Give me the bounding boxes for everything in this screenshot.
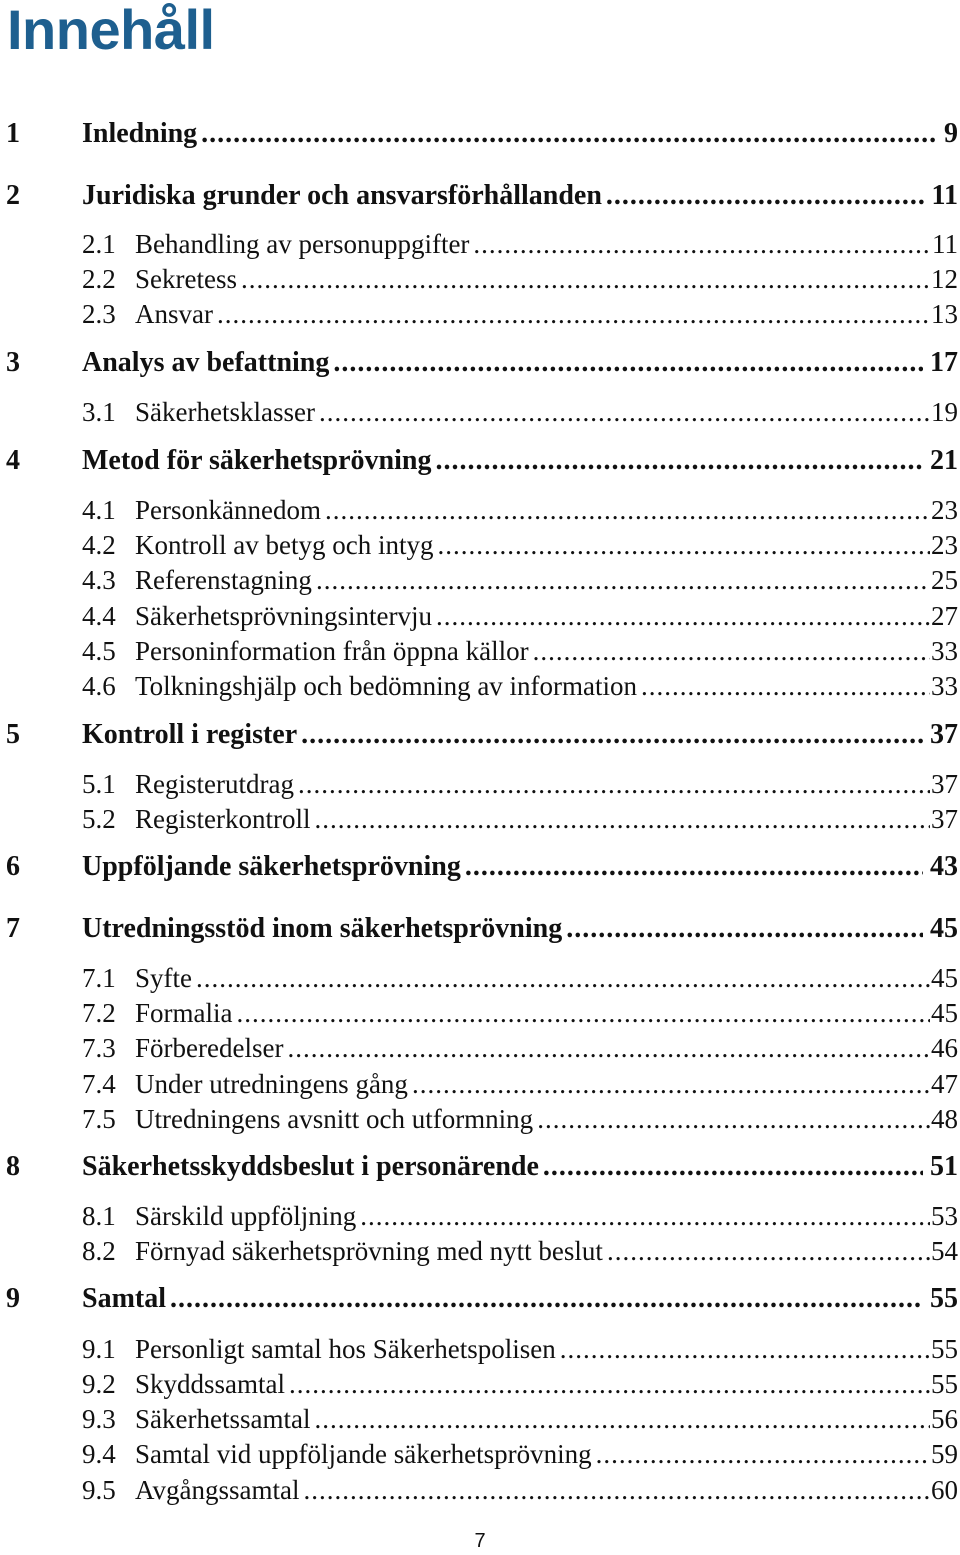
toc-entry-page: 55 xyxy=(931,1334,958,1364)
dot-leader xyxy=(606,178,925,214)
toc-entry-number: 9.5 xyxy=(82,1475,116,1505)
toc-entry-number: 7.5 xyxy=(82,1104,116,1134)
toc-chapter[interactable] xyxy=(0,345,960,381)
toc-entry-number: 9.4 xyxy=(82,1439,116,1469)
toc-section[interactable] xyxy=(0,1331,960,1367)
toc-entry-page: 55 xyxy=(931,1369,958,1399)
toc-entry-number: 6 xyxy=(6,851,20,882)
toc-section[interactable] xyxy=(0,995,960,1031)
toc-entry-page: 37 xyxy=(931,769,958,799)
toc-entry-page: 54 xyxy=(931,1236,958,1266)
toc-entry-title: Kontroll av betyg och intyg xyxy=(135,530,434,560)
dot-leader xyxy=(319,394,930,430)
toc-entry-page: 55 xyxy=(930,1283,958,1314)
toc-entry-page: 53 xyxy=(931,1201,958,1231)
toc-entry-page: 27 xyxy=(931,601,958,631)
dot-leader xyxy=(412,1066,930,1102)
toc-entry-number: 8.2 xyxy=(82,1236,116,1266)
toc-entry-page: 11 xyxy=(931,180,958,211)
toc-entry-title: Säkerhetsskyddsbeslut i personärende xyxy=(82,1151,539,1182)
toc-entry-title: Analys av befattning xyxy=(82,347,330,378)
toc-entry-title: Förnyad säkerhetsprövning med nytt beslut xyxy=(135,1236,603,1266)
toc-entry-page: 21 xyxy=(930,445,958,476)
toc-entry-content xyxy=(135,562,958,598)
toc-entry-title: Registerkontroll xyxy=(135,804,311,834)
toc-section[interactable] xyxy=(0,394,960,430)
toc-entry-page: 23 xyxy=(931,530,958,560)
toc-entry-content xyxy=(82,443,958,479)
toc-entry-page: 45 xyxy=(931,963,958,993)
toc-entry-content xyxy=(82,717,958,753)
dot-leader xyxy=(298,766,930,802)
toc-entry-page: 60 xyxy=(931,1475,958,1505)
toc-entry-content xyxy=(135,261,958,297)
toc-chapter[interactable] xyxy=(0,849,960,885)
toc-entry-content xyxy=(135,633,958,669)
toc-entry-title: Säkerhetsklasser xyxy=(135,397,315,427)
toc-entry-page: 23 xyxy=(931,495,958,525)
toc-entry-page: 33 xyxy=(931,671,958,701)
toc-chapter[interactable] xyxy=(0,116,960,152)
toc-entry-content xyxy=(135,1472,958,1508)
toc-entry-title: Metod för säkerhetsprövning xyxy=(82,445,432,476)
toc-entry-page: 11 xyxy=(932,229,958,259)
toc-entry-title: Avgångssamtal xyxy=(135,1475,300,1505)
toc-entry-page: 51 xyxy=(930,1151,958,1182)
toc-chapter[interactable] xyxy=(0,1281,960,1317)
dot-leader xyxy=(533,633,930,669)
toc-entry-content xyxy=(82,1149,958,1185)
toc-entry-page: 47 xyxy=(931,1069,958,1099)
toc-entry-title: Utredningens avsnitt och utformning xyxy=(135,1104,534,1134)
toc-entry-content xyxy=(135,1366,958,1402)
toc-entry-title: Registerutdrag xyxy=(135,769,294,799)
toc-entry-number: 4.2 xyxy=(82,530,116,560)
toc-entry-number: 7.4 xyxy=(82,1069,116,1099)
toc-entry-number: 4.4 xyxy=(82,601,116,631)
toc-entry-content xyxy=(135,1401,958,1437)
toc-entry-content xyxy=(135,995,958,1031)
toc-entry-title: Kontroll i register xyxy=(82,719,298,750)
toc-entry-content xyxy=(135,296,958,332)
toc-section[interactable] xyxy=(0,562,960,598)
toc-section[interactable] xyxy=(0,1030,960,1066)
toc-entry-page: 59 xyxy=(931,1439,958,1469)
toc-section[interactable] xyxy=(0,598,960,634)
toc-entry-page: 56 xyxy=(931,1404,958,1434)
toc-section[interactable] xyxy=(0,1366,960,1402)
toc-entry-number: 2.1 xyxy=(82,229,116,259)
toc-entry-title: Personinformation från öppna källor xyxy=(135,636,529,666)
toc-entry-title: Säkerhetssamtal xyxy=(135,1404,311,1434)
page-title: Innehåll xyxy=(7,0,215,61)
toc-entry-number: 4.5 xyxy=(82,636,116,666)
toc-entry-title: Behandling av personuppgifter xyxy=(135,229,470,259)
toc-entry-number: 4 xyxy=(6,445,20,476)
toc-entry-number: 7.2 xyxy=(82,998,116,1028)
toc-entry-page: 17 xyxy=(930,347,958,378)
toc-entry-title: Juridiska grunder och ansvarsförhållanden xyxy=(82,180,602,211)
toc-entry-content xyxy=(82,116,958,152)
toc-section[interactable] xyxy=(0,1066,960,1102)
toc-entry-number: 2.2 xyxy=(82,264,116,294)
toc-entry-number: 4.3 xyxy=(82,565,116,595)
toc-entry-page: 19 xyxy=(931,397,958,427)
toc-entry-number: 9.3 xyxy=(82,1404,116,1434)
toc-entry-title: Förberedelser xyxy=(135,1033,284,1063)
toc-section[interactable] xyxy=(0,766,960,802)
toc-entry-number: 1 xyxy=(6,118,20,149)
toc-entry-page: 37 xyxy=(930,719,958,750)
toc-entry-page: 37 xyxy=(931,804,958,834)
toc-entry-number: 2.3 xyxy=(82,299,116,329)
dot-leader xyxy=(289,1366,930,1402)
toc-section[interactable] xyxy=(0,1472,960,1508)
toc-entry-content xyxy=(135,1066,958,1102)
toc-entry-page: 46 xyxy=(931,1033,958,1063)
dot-leader xyxy=(287,1030,930,1066)
toc-entry-number: 4.1 xyxy=(82,495,116,525)
toc-entry-content xyxy=(135,960,958,996)
toc-entry-title: Formalia xyxy=(135,998,233,1028)
dot-leader xyxy=(325,492,930,528)
toc-entry-content xyxy=(135,1101,958,1137)
dot-leader xyxy=(566,911,923,947)
toc-section[interactable] xyxy=(0,960,960,996)
toc-entry-content xyxy=(135,801,958,837)
toc-entry-title: Under utredningens gång xyxy=(135,1069,408,1099)
toc-entry-title: Ansvar xyxy=(135,299,213,329)
dot-leader xyxy=(607,1233,930,1269)
dot-leader xyxy=(360,1198,930,1234)
dot-leader xyxy=(316,562,930,598)
dot-leader xyxy=(314,1401,930,1437)
dot-leader xyxy=(301,717,923,753)
dot-leader xyxy=(201,116,937,152)
toc-entry-title: Samtal vid uppföljande säkerhetsprövning xyxy=(135,1439,592,1469)
toc-section[interactable] xyxy=(0,668,960,704)
toc-entry-content xyxy=(135,394,958,430)
toc-entry-title: Uppföljande säkerhetsprövning xyxy=(82,851,461,882)
toc-entry-title: Säkerhetsprövningsintervju xyxy=(135,601,432,631)
dot-leader xyxy=(437,527,930,563)
page-number: 7 xyxy=(474,1530,486,1552)
toc-entry-content xyxy=(135,226,958,262)
toc-entry-number: 8.1 xyxy=(82,1201,116,1231)
toc-section[interactable] xyxy=(0,527,960,563)
dot-leader xyxy=(436,598,930,634)
toc-entry-number: 5.2 xyxy=(82,804,116,834)
toc-entry-number: 7.3 xyxy=(82,1033,116,1063)
toc-entry-page: 13 xyxy=(931,299,958,329)
toc-section[interactable] xyxy=(0,261,960,297)
toc-entry-title: Tolkningshjälp och bedömning av information xyxy=(135,671,638,701)
dot-leader xyxy=(241,261,930,297)
toc-entry-content xyxy=(82,849,958,885)
toc-section[interactable] xyxy=(0,226,960,262)
toc-section[interactable] xyxy=(0,801,960,837)
toc-entry-title: Särskild uppföljning xyxy=(135,1201,357,1231)
toc-entry-content xyxy=(82,178,958,214)
toc-entry-page: 25 xyxy=(931,565,958,595)
toc-entry-title: Personligt samtal hos Säkerhetspolisen xyxy=(135,1334,556,1364)
toc-chapter[interactable] xyxy=(0,443,960,479)
dot-leader xyxy=(641,668,930,704)
toc-section[interactable] xyxy=(0,1401,960,1437)
dot-leader xyxy=(473,226,931,262)
toc-entry-page: 45 xyxy=(931,998,958,1028)
toc-section[interactable] xyxy=(0,296,960,332)
toc-entry-content xyxy=(135,668,958,704)
toc-entry-page: 12 xyxy=(931,264,958,294)
toc-entry-page: 33 xyxy=(931,636,958,666)
toc-section[interactable] xyxy=(0,633,960,669)
toc-entry-title: Skyddssamtal xyxy=(135,1369,286,1399)
toc-entry-title: Inledning xyxy=(82,118,198,149)
dot-leader xyxy=(217,296,930,332)
toc-entry-number: 9.1 xyxy=(82,1334,116,1364)
dot-leader xyxy=(314,801,930,837)
toc-entry-content xyxy=(135,1198,958,1234)
toc-entry-number: 3 xyxy=(6,347,20,378)
toc-chapter[interactable] xyxy=(0,178,960,214)
dot-leader xyxy=(435,443,923,479)
dot-leader xyxy=(596,1436,930,1472)
toc-entry-number: 5.1 xyxy=(82,769,116,799)
toc-entry-number: 9.2 xyxy=(82,1369,116,1399)
dot-leader xyxy=(560,1331,930,1367)
toc-entry-content xyxy=(135,492,958,528)
dot-leader xyxy=(303,1472,930,1508)
toc-entry-title: Referenstagning xyxy=(135,565,312,595)
toc-entry-number: 5 xyxy=(6,719,20,750)
toc-entry-content xyxy=(135,1331,958,1367)
toc-entry-number: 8 xyxy=(6,1151,20,1182)
toc-section[interactable] xyxy=(0,492,960,528)
toc-entry-content xyxy=(82,345,958,381)
dot-leader xyxy=(465,849,923,885)
toc-entry-title: Samtal xyxy=(82,1283,166,1314)
toc-entry-title: Personkännedom xyxy=(135,495,321,525)
dot-leader xyxy=(236,995,930,1031)
toc-section[interactable] xyxy=(0,1198,960,1234)
dot-leader xyxy=(537,1101,930,1137)
toc-entry-number: 2 xyxy=(6,180,20,211)
toc-entry-number: 7 xyxy=(6,913,20,944)
toc-entry-title: Syfte xyxy=(135,963,192,993)
toc-entry-title: Sekretess xyxy=(135,264,237,294)
dot-leader xyxy=(170,1281,923,1317)
toc-entry-page: 43 xyxy=(930,851,958,882)
toc-entry-number: 4.6 xyxy=(82,671,116,701)
toc-chapter[interactable] xyxy=(0,717,960,753)
toc-entry-content xyxy=(135,1030,958,1066)
toc-entry-content xyxy=(135,1436,958,1472)
toc-entry-number: 3.1 xyxy=(82,397,116,427)
toc-entry-page: 45 xyxy=(930,913,958,944)
toc-chapter[interactable] xyxy=(0,911,960,947)
toc-entry-content xyxy=(135,766,958,802)
toc-entry-content xyxy=(82,911,958,947)
toc-entry-number: 9 xyxy=(6,1283,20,1314)
dot-leader xyxy=(196,960,930,996)
toc-chapter[interactable] xyxy=(0,1149,960,1185)
toc-entry-number: 7.1 xyxy=(82,963,116,993)
toc-section[interactable] xyxy=(0,1233,960,1269)
toc-entry-content xyxy=(82,1281,958,1317)
toc-section[interactable] xyxy=(0,1436,960,1472)
dot-leader xyxy=(543,1149,923,1185)
dot-leader xyxy=(333,345,923,381)
toc-entry-page: 48 xyxy=(931,1104,958,1134)
toc-entry-title: Utredningsstöd inom säkerhetsprövning xyxy=(82,913,563,944)
toc-section[interactable] xyxy=(0,1101,960,1137)
toc-entry-content xyxy=(135,527,958,563)
toc-entry-page: 9 xyxy=(944,118,958,149)
toc-entry-content xyxy=(135,598,958,634)
toc-entry-content xyxy=(135,1233,958,1269)
